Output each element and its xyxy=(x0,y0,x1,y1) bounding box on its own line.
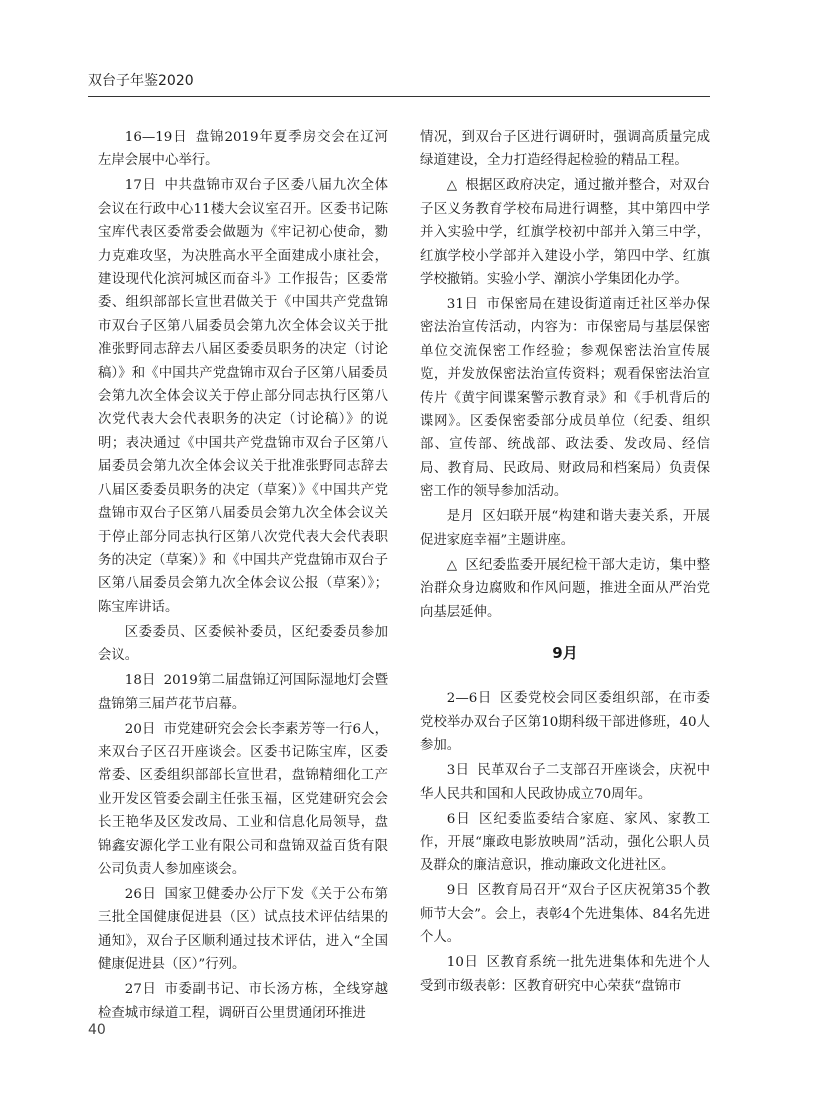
entry-text: 区纪委监委结合家庭、家风、家教工作，开展“廉政电影放映周”活动，强化公职人员及群众的廉洁意识，推动廉政文化进社区。 xyxy=(420,811,710,874)
entry-paragraph xyxy=(98,621,388,668)
entry-date: 16—19日 xyxy=(124,130,188,145)
month-heading: 9月 xyxy=(552,643,578,662)
entry-date: 26日 xyxy=(124,886,157,902)
header-rule xyxy=(88,96,710,97)
entry-paragraph xyxy=(420,554,710,624)
entry-paragraph xyxy=(420,951,710,998)
entry-text: 区教育局召开“双台子区庆祝第35个教师节大会”。会上，表彰4个先进集体、84名先进个人。 xyxy=(420,883,710,946)
entry-date: 2—6日 xyxy=(446,691,492,707)
entry-text: 市委副书记、市长汤方栋，全线穿越检查城市绿道工程，调研百公里贯通闭环推进 xyxy=(98,982,388,1021)
entry-paragraph xyxy=(98,978,388,1025)
left-column xyxy=(98,126,388,1027)
entry-paragraph xyxy=(420,808,710,878)
entry-marker: △ xyxy=(446,557,458,573)
entry-text: 区妇联开展“构建和谐夫妻关系，开展促进家庭幸福”主题讲座。 xyxy=(420,509,710,548)
entry-date: 18日 xyxy=(124,673,156,689)
entry-text: 市党建研究会会长李素芳等一行6人，来双台子区召开座谈会。区委书记陈宝库，区委常委、区委组织部部长宣世君，盘锦精细化工产业开发区管委会副主任张玉福，区党建研究会会长王艳华及区发改局、工业和信息化局领导，盘锦鑫安源化学工业有限公司和盘锦双益百货有限公司负责人参加座谈会。 xyxy=(98,721,388,877)
entry-text: 2019第二届盘锦辽河国际湿地灯会暨盘锦第三届芦花节启幕。 xyxy=(98,673,388,712)
entry-text: 市保密局在建设街道南迁社区举办保密法治宣传活动，内容为：市保密局与基层保密单位交流保密工作经验；参观保密法治宣传展览，并发放保密法治宣传资料；观看保密法治宣传片《黄宇间谍案警示教育录》和《手机背后的谍网》。区委保密委部分成员单位（纪委、组织部、宣传部、统战部、政法委、发改局、经信局、教育局、民政局、财政局和档案局）负责保密工作的领导参加活动。 xyxy=(420,297,710,500)
entry-paragraph xyxy=(98,669,388,716)
entry-date: 20日 xyxy=(124,721,156,737)
running-header: 双台子年鉴2020 xyxy=(88,73,194,89)
entry-text: 区纪委监委开展纪检干部大走访，集中整治群众身边腐败和作风问题，推进全面从严治党向基层延伸。 xyxy=(420,557,710,620)
entry-text: 盘锦2019年夏季房交会在辽河左岸会展中心举行。 xyxy=(98,130,389,169)
entry-text: 区教育系统一批先进集体和先进个人受到市级表彰：区教育研究中心荣获“盘锦市 xyxy=(420,955,710,994)
entry-paragraph xyxy=(98,174,388,619)
entry-text: 根据区政府决定，通过撤并整合，对双台子区义务教育学校布局进行调整，其中第四中学并入实验中学，红旗学校初中部并入第三中学，红旗学校小学部并入建设小学，第四中学、红旗学校撤销。实验小学、潮滨小学集团化办学。 xyxy=(420,178,710,288)
entry-text: 情况，到双台子区进行调研时，强调高质量完成绿道建设，全力打造经得起检验的精品工程。 xyxy=(420,130,710,169)
entry-date: 6日 xyxy=(446,811,471,827)
entry-paragraph xyxy=(98,883,388,977)
entry-text: 国家卫健委办公厅下发《关于公布第三批全国健康促进县（区）试点技术评估结果的通知》，双台子区顺利通过技术评估，进入“全国健康促进县（区）”行列。 xyxy=(98,886,388,973)
entry-date: 31日 xyxy=(446,297,479,313)
entry-date: 3日 xyxy=(446,763,470,779)
entry-date: 9日 xyxy=(446,883,470,899)
entry-paragraph xyxy=(420,759,710,806)
entry-paragraph xyxy=(420,126,710,173)
entry-text: 民革双台子二支部召开座谈会，庆祝中华人民共和国和人民政协成立70周年。 xyxy=(420,763,711,802)
entry-paragraph xyxy=(98,718,388,882)
entry-paragraph xyxy=(420,293,710,504)
entry-date: 17日 xyxy=(124,178,157,194)
entry-date: 10日 xyxy=(446,955,479,971)
entry-text: 区委党校会同区委组织部，在市委党校举办双台子区第10期科级干部进修班，40人参加。 xyxy=(420,691,711,754)
page-number: 40 xyxy=(88,1022,106,1038)
entry-marker: △ xyxy=(446,178,458,194)
entry-paragraph xyxy=(420,879,710,949)
entry-paragraph xyxy=(420,687,710,757)
entry-paragraph xyxy=(98,126,388,173)
entry-text: 中共盘锦市双台子区委八届九次全体会议在行政中心11楼大会议室召开。区委书记陈宝库代表区委常委会做题为《牢记初心使命，勠力克难攻坚，为决胜高水平全面建成小康社会，建设现代化滨河城区而奋斗》工作报告；区委常委、组织部部长宣世君做关于《中国共产党盘锦市双台子区第八届委员会第九次全体会议关于批准张野同志辞去八届区委委员职务的决定（讨论稿）》和《中国共产党盘锦市双台子区第八届委员会第九次全体会议关于停止部分同志执行区第八次党代表大会代表职务的决定（讨论稿）》的说明；表决通过《中国共产党盘锦市双台子区第八届委员会第九次全体会议关于批准张野同志辞去八届区委委员职务的决定（草案）》《中国共产党盘锦市双台子区第八届委员会第九次全体会议关于停止部分同志执行区第八次党代表大会代表职务的决定（草案）》和《中国共产党盘锦市双台子区第八届委员会第九次全体会议公报（草案）》；陈宝库讲话。 xyxy=(98,178,388,615)
entry-date: 是月 xyxy=(446,509,475,525)
entry-paragraph xyxy=(420,505,710,552)
right-column xyxy=(420,126,710,1000)
entry-date: 27日 xyxy=(124,982,157,998)
entry-paragraph xyxy=(420,174,710,291)
entry-text: 区委委员、区委候补委员，区纪委委员参加会议。 xyxy=(98,624,388,664)
